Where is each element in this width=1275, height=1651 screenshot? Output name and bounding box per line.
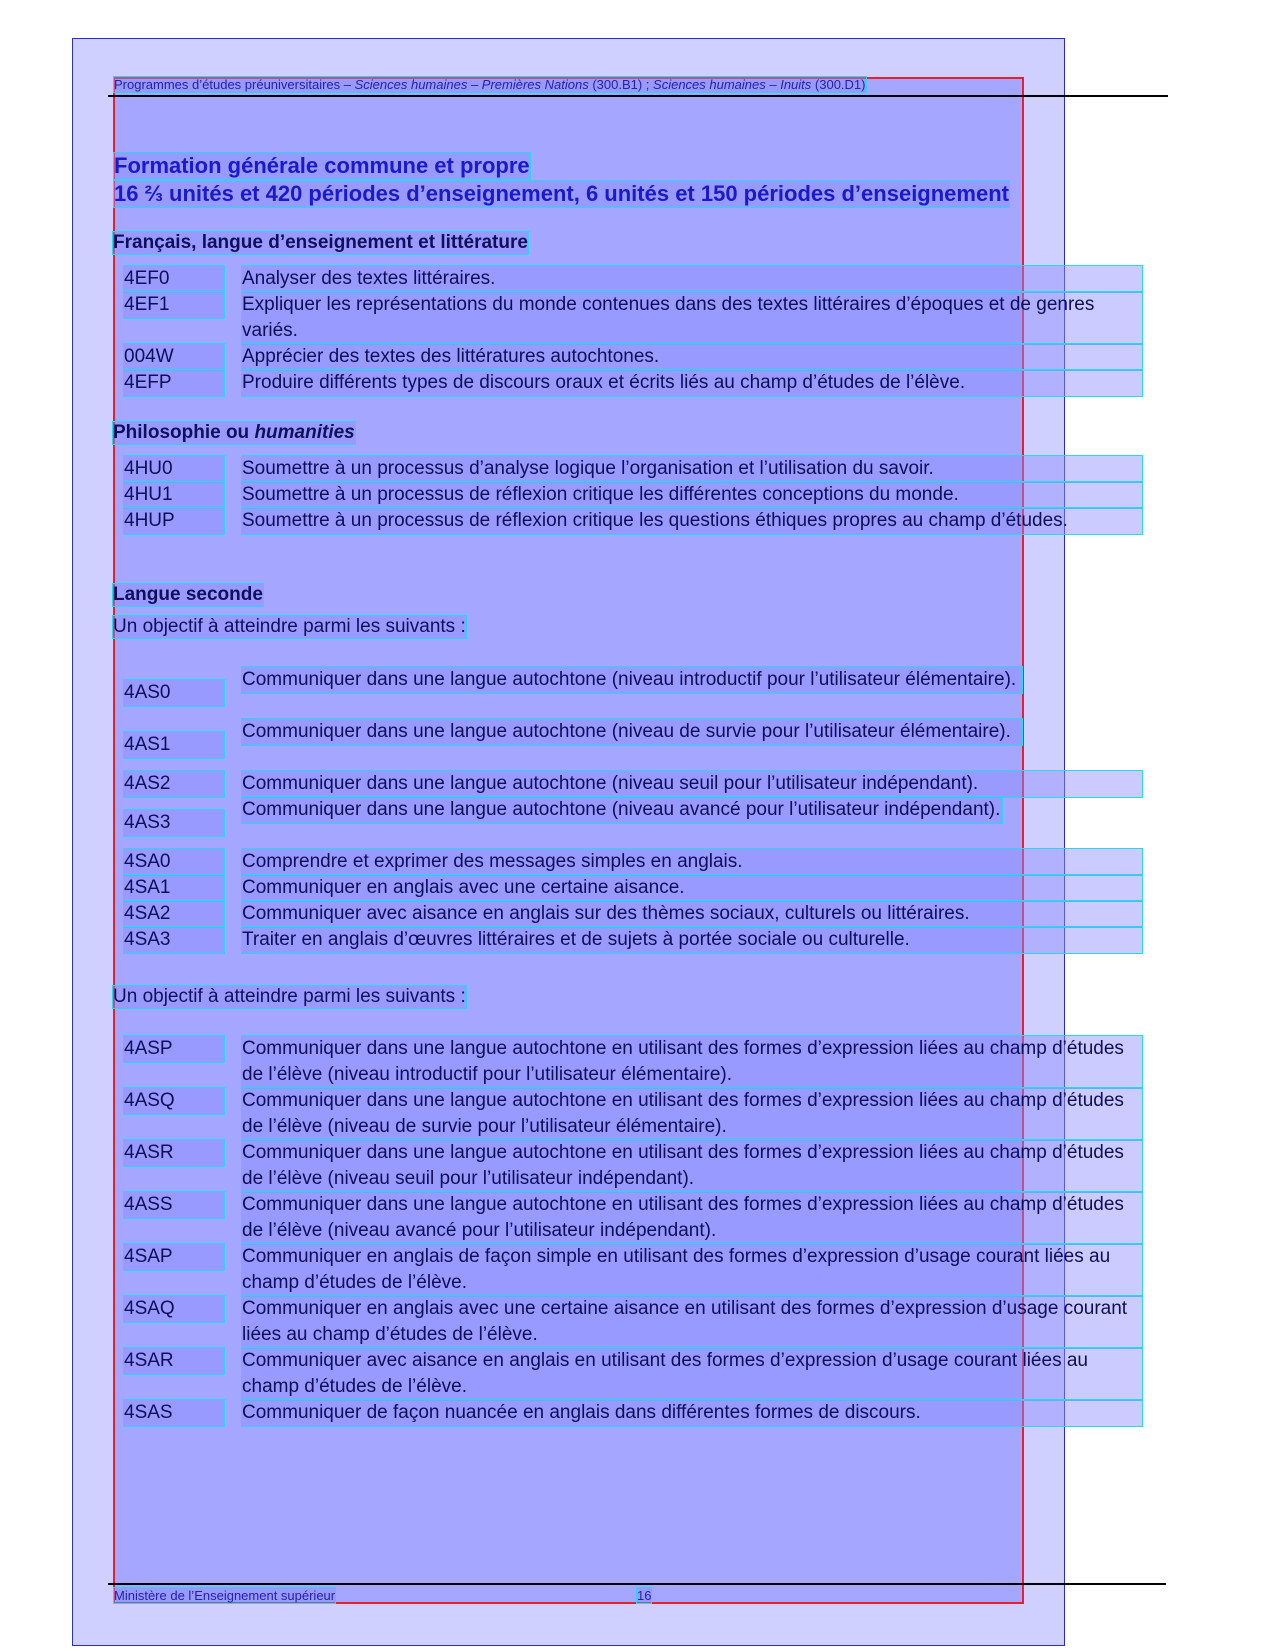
course-description: Soumettre à un processus de réflexion critique les différentes conceptions du monde. [242,482,1142,508]
header-text: Programmes d’études préuniversitaires – [114,77,355,92]
course-code: 4AS2 [124,771,224,797]
heading-italic-text: humanities [254,422,355,443]
header-code-1: (300.B1) ; [588,77,654,92]
course-code: 4SAR [124,1348,224,1374]
course-description: Communiquer dans une langue autochtone en utilisant des formes d’expression liées au champ d’études de l’élève (niveau avancé pour l’utilisateur indépendant). [242,1192,1142,1244]
course-description: Soumettre à un processus de réflexion critique les questions éthiques propres au champ d’études. [242,508,1142,534]
course-code: 4AS0 [124,680,224,706]
course-description: Communiquer en anglais de façon simple en utilisant des formes d’expression d’usage courant liées au champ d’études de l’élève. [242,1244,1142,1296]
course-description: Comprendre et exprimer des messages simples en anglais. [242,849,1142,875]
course-code: 4AS1 [124,732,224,758]
course-description: Communiquer dans une langue autochtone (niveau avancé pour l’utilisateur indépendant). [242,797,1002,823]
course-code: 4ASP [124,1036,224,1062]
section-heading-francais: Français, langue d’enseignement et littérature [113,232,528,253]
course-description: Communiquer dans une langue autochtone en utilisant des formes d’expression liées au champ d’études de l’élève (niveau seuil pour l’utilisateur indépendant). [242,1140,1142,1192]
course-description: Communiquer dans une langue autochtone (niveau de survie pour l’utilisateur élémentaire). [242,719,1022,745]
course-description: Traiter en anglais d’œuvres littéraires et de sujets à portée sociale ou culturelle. [242,927,1142,953]
course-code: 4SAQ [124,1296,224,1322]
page-subtitle: 16 ⅔ unités et 420 périodes d’enseignement, 6 unités et 150 périodes d’enseignement [114,181,1009,206]
course-description: Communiquer en anglais avec une certaine aisance en utilisant des formes d’expression d’usage courant liées au champ d’études de l’élève. [242,1296,1142,1348]
running-header [114,77,866,92]
heading-text: Philosophie ou [113,422,255,443]
course-description: Communiquer dans une langue autochtone en utilisant des formes d’expression liées au champ d’études de l’élève (niveau introductif pour l’utilisateur élémentaire). [242,1036,1142,1088]
course-description: Communiquer avec aisance en anglais en utilisant des formes d’expression d’usage courant liées au champ d’études de l’élève. [242,1348,1142,1400]
course-code: 4SAP [124,1244,224,1270]
course-description: Analyser des textes littéraires. [242,266,1142,292]
page-number: 16 [637,1588,652,1603]
course-description: Communiquer dans une langue autochtone en utilisant des formes d’expression liées au champ d’études de l’élève (niveau de survie pour l’utilisateur élémentaire). [242,1088,1142,1140]
course-code: 4AS3 [124,810,224,836]
course-code: 4HUP [124,508,224,534]
course-code: 4ASQ [124,1088,224,1114]
course-description: Communiquer en anglais avec une certaine aisance. [242,875,1142,901]
course-code: 4SA2 [124,901,224,927]
section-intro: Un objectif à atteindre parmi les suivants : [113,616,466,637]
course-description: Communiquer avec aisance en anglais sur des thèmes sociaux, culturels ou littéraires. [242,901,1142,927]
course-description: Produire différents types de discours oraux et écrits liés au champ d’études de l’élève. [242,370,1142,396]
header-program-1: Sciences humaines – Premières Nations [354,77,589,92]
header-program-2: Sciences humaines – Inuits [653,77,812,92]
page-title: Formation générale commune et propre [114,153,530,178]
course-description: Soumettre à un processus d’analyse logique l’organisation et l’utilisation du savoir. [242,456,1142,482]
course-code: 4EFP [124,370,224,396]
course-code: 4ASR [124,1140,224,1166]
course-code: 4EF0 [124,266,224,292]
course-code: 4SA3 [124,927,224,953]
course-code: 4ASS [124,1192,224,1218]
section-intro: Un objectif à atteindre parmi les suivants : [113,986,466,1007]
section-heading-philosophie [113,422,355,444]
course-code: 4SA1 [124,875,224,901]
section-heading-langue: Langue seconde [113,584,263,605]
course-code: 4EF1 [124,292,224,318]
course-code: 4SAS [124,1400,224,1426]
course-code: 4HU1 [124,482,224,508]
course-description: Communiquer dans une langue autochtone (niveau seuil pour l’utilisateur indépendant). [242,771,1142,797]
course-description: Communiquer dans une langue autochtone (niveau introductif pour l’utilisateur élémentaire). [242,667,1022,693]
course-code: 4SA0 [124,849,224,875]
course-code: 004W [124,344,224,370]
course-description: Expliquer les représentations du monde contenues dans des textes littéraires d’époques et de genres variés. [242,292,1142,344]
course-description: Apprécier des textes des littératures autochtones. [242,344,1142,370]
course-code: 4HU0 [124,456,224,482]
header-code-2: (300.D1) [811,77,866,92]
course-description: Communiquer de façon nuancée en anglais dans différentes formes de discours. [242,1400,1142,1426]
footer-ministry: Ministère de l’Enseignement supérieur [114,1588,336,1603]
